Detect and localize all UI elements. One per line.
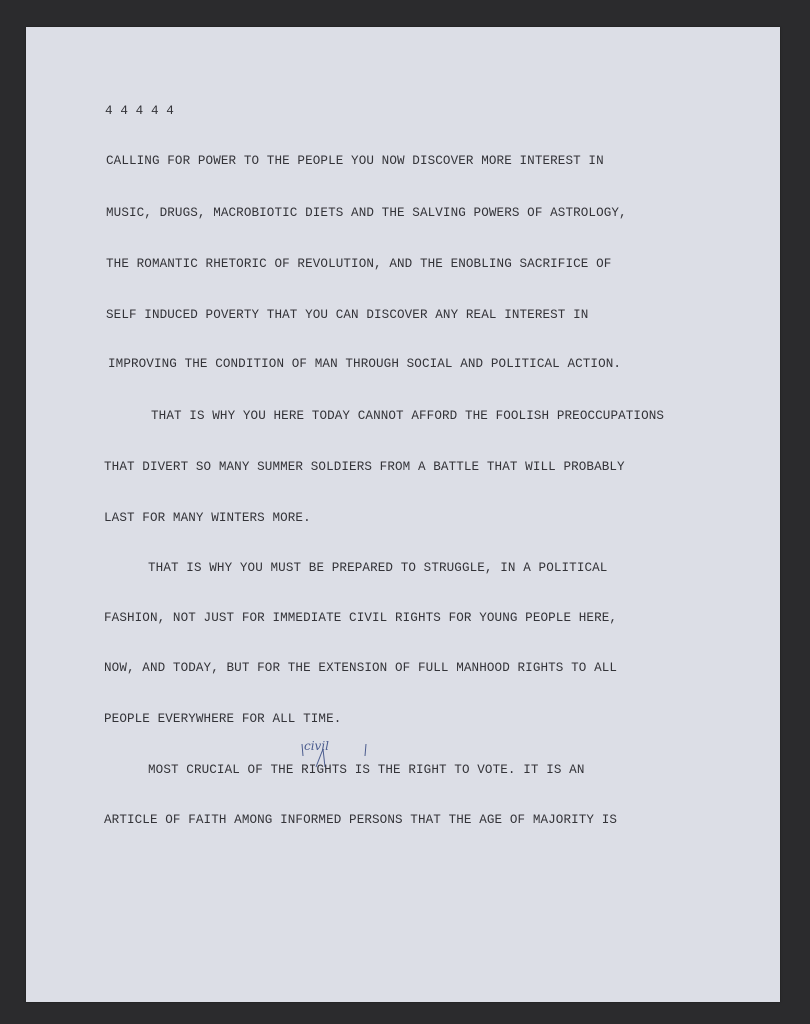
text-line-14: ARTICLE OF FAITH AMONG INFORMED PERSONS THAT THE AGE OF MAJORITY IS (104, 813, 618, 827)
text-line-6: THAT IS WHY YOU HERE TODAY CANNOT AFFORD THE FOOLISH PREOCCUPATIONS (151, 409, 665, 423)
page-number: 4 4 4 4 4 (105, 104, 174, 118)
text-line-13: MOST CRUCIAL OF THE RIGHTS IS THE RIGHT TO VOTE. IT IS AN (148, 763, 585, 777)
text-line-12: PEOPLE EVERYWHERE FOR ALL TIME. (104, 712, 342, 726)
text-line-2: MUSIC, DRUGS, MACROBIOTIC DIETS AND THE SALVING POWERS OF ASTROLOGY, (106, 206, 627, 220)
text-line-11: NOW, AND TODAY, BUT FOR THE EXTENSION OF FULL MANHOOD RIGHTS TO ALL (104, 661, 618, 675)
text-line-10: FASHION, NOT JUST FOR IMMEDIATE CIVIL RIGHTS FOR YOUNG PEOPLE HERE, (104, 611, 618, 625)
text-line-4: SELF INDUCED POVERTY THAT YOU CAN DISCOVER ANY REAL INTEREST IN (106, 308, 589, 322)
text-line-3: THE ROMANTIC RHETORIC OF REVOLUTION, AND THE ENOBLING SACRIFICE OF (106, 257, 612, 271)
text-line-1: CALLING FOR POWER TO THE PEOPLE YOU NOW DISCOVER MORE INTEREST IN (106, 154, 604, 168)
text-line-5: IMPROVING THE CONDITION OF MAN THROUGH SOCIAL AND POLITICAL ACTION. (108, 357, 622, 371)
handwritten-civil-insertion: civil (304, 739, 330, 753)
text-line-9: THAT IS WHY YOU MUST BE PREPARED TO STRUGGLE, IN A POLITICAL (148, 561, 608, 575)
text-line-7: THAT DIVERT SO MANY SUMMER SOLDIERS FROM A BATTLE THAT WILL PROBABLY (104, 460, 625, 474)
text-line-8: LAST FOR MANY WINTERS MORE. (104, 511, 311, 525)
